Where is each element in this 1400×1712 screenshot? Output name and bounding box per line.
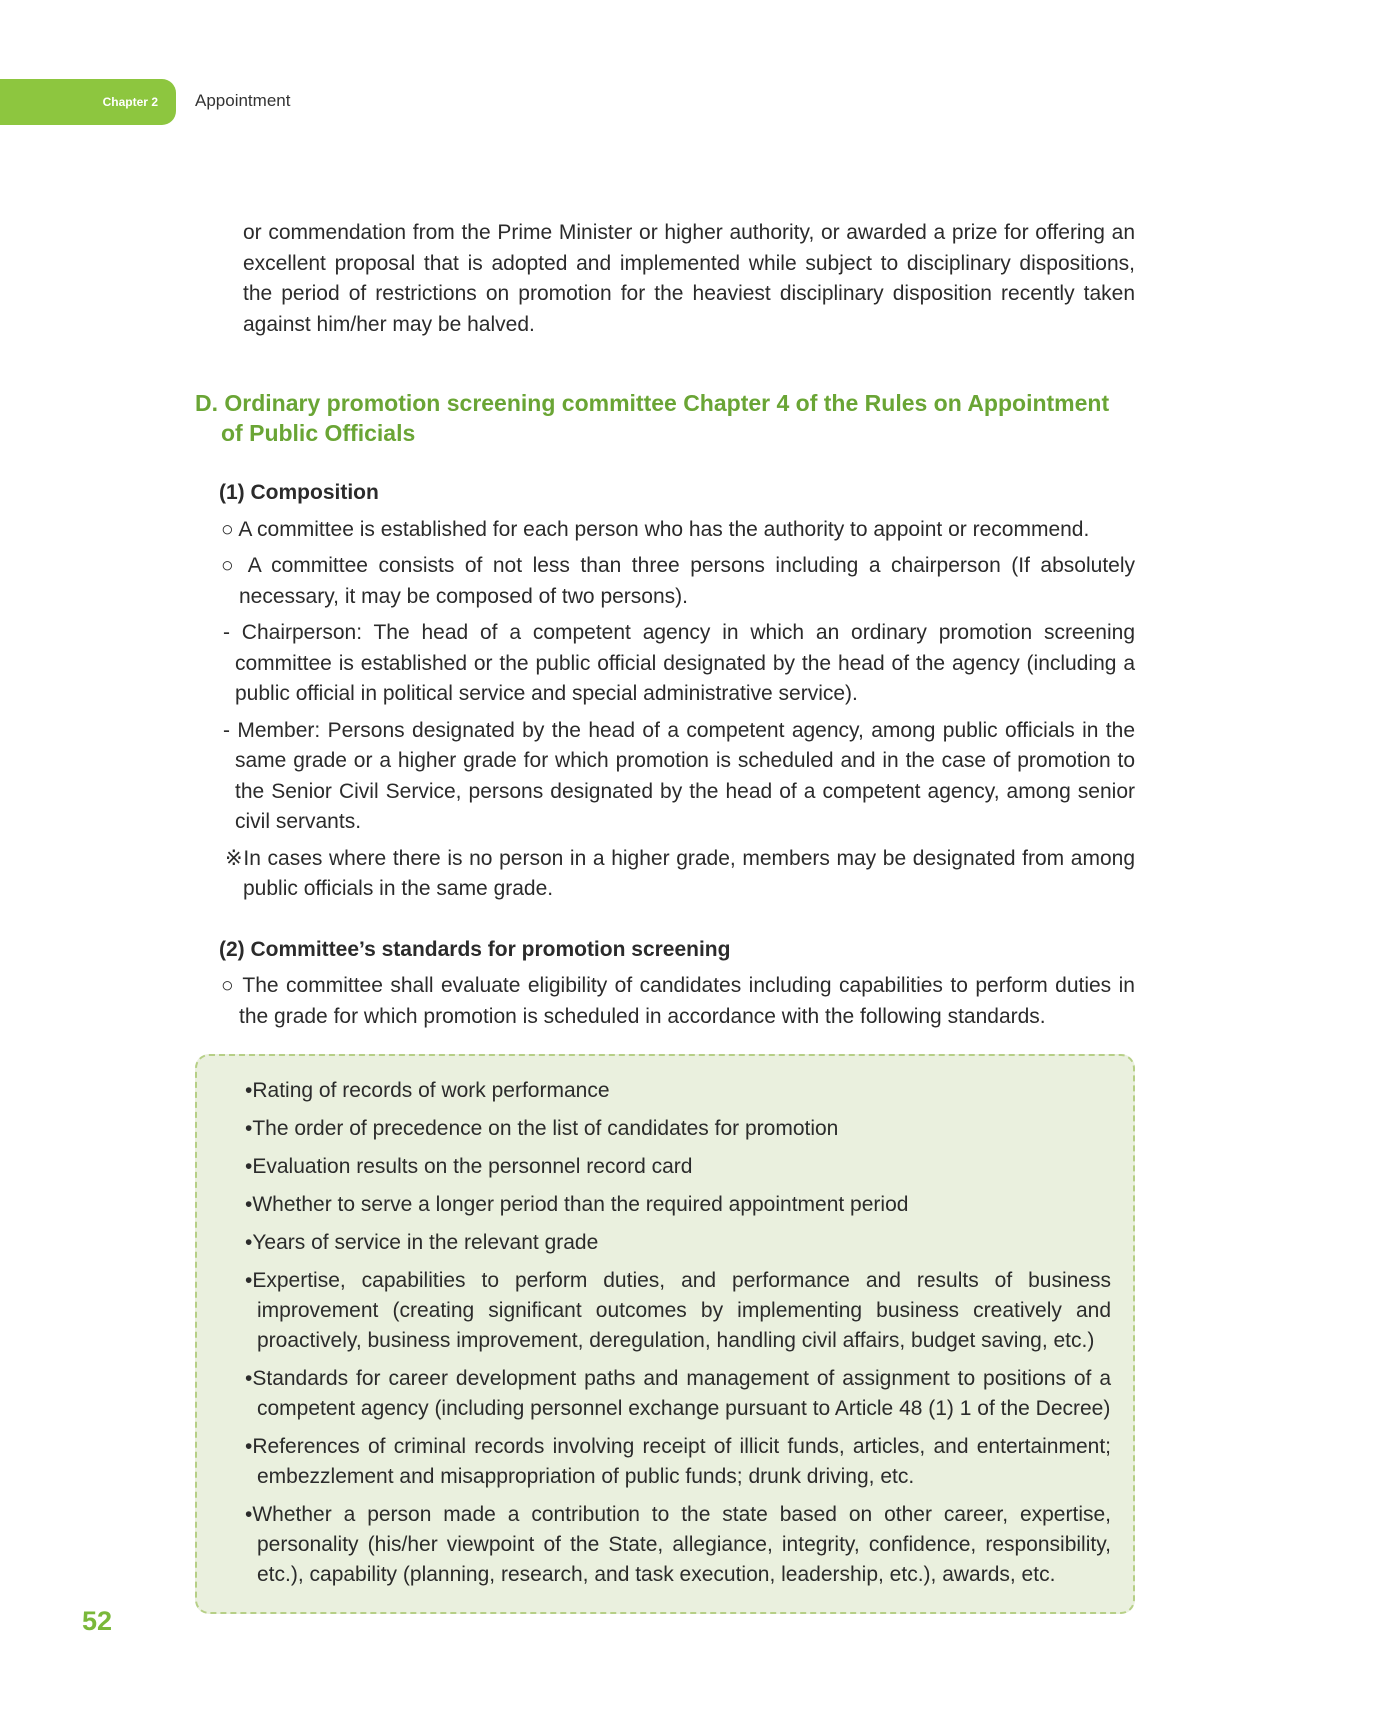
standards-heading: (2) Committee’s standards for promotion screening — [219, 937, 731, 961]
chairperson-item: - Chairperson: The head of a competent agency in which an ordinary promotion screening committee is established or the public official designated by the head of the agency (including a public official in political service and special administrative service). — [223, 621, 1135, 705]
composition-bullet-1: ○ A committee is established for each person who has the authority to appoint or recommend. — [221, 517, 1090, 541]
criteria-item: •Whether a person made a contribution to the state based on other career, expertise, personality (his/her viewpoint of the State, allegiance, integrity, confidence, responsibility, etc.), capability (planning, research, and task execution, leadership, etc.), awards, etc. — [245, 1503, 1111, 1586]
composition-heading: (1) Composition — [219, 481, 379, 504]
criteria-item: •Rating of records of work performance — [245, 1079, 610, 1102]
criteria-list — [245, 1076, 1111, 1590]
section-title: Appointment — [195, 91, 291, 110]
intro-paragraph: or commendation from the Prime Minister or higher authority, or awarded a prize for offering an excellent proposal that is adopted and implemented while subject to disciplinary dispositions, the period of restrictions on promotion for the heaviest disciplinary disposition recently taken against him/her may be halved. — [243, 221, 1135, 336]
page-content — [195, 218, 1135, 1614]
chapter-tab — [0, 79, 176, 125]
criteria-box — [195, 1054, 1135, 1614]
page-number: 52 — [82, 1606, 113, 1636]
criteria-item: •Standards for career development paths and management of assignment to positions of a competent agency (including personnel exchange pursuant to Article 48 (1) 1 of the Decree) — [245, 1367, 1111, 1420]
criteria-item: •Years of service in the relevant grade — [245, 1231, 599, 1254]
member-item: - Member: Persons designated by the head of a competent agency, among public officials in the same grade or a higher grade for which promotion is scheduled and in the case of promotion to the Senior Civil Service, persons designated by the head of a competent agency, among senior civil servants. — [223, 718, 1135, 833]
criteria-item: •References of criminal records involving receipt of illicit funds, articles, and entertainment; embezzlement and misappropriation of public funds; drunk driving, etc. — [245, 1435, 1111, 1488]
section-d-heading: D. Ordinary promotion screening committee Chapter 4 of the Rules on Appointment of Public Officials — [195, 390, 1110, 446]
criteria-item: •Expertise, capabilities to perform duties, and performance and results of business improvement (creating significant outcomes by implementing business creatively and proactively, business improvement, deregulation, handling civil affairs, budget saving, etc.) — [245, 1269, 1111, 1352]
criteria-item: •Evaluation results on the personnel record card — [245, 1155, 693, 1178]
criteria-item: •Whether to serve a longer period than the required appointment period — [245, 1193, 909, 1216]
standards-bullet: ○ The committee shall evaluate eligibility of candidates including capabilities to perform duties in the grade for which promotion is scheduled in accordance with the following standards. — [221, 974, 1135, 1028]
criteria-item: •The order of precedence on the list of candidates for promotion — [245, 1117, 839, 1140]
chapter-label: Chapter 2 — [102, 95, 158, 109]
composition-bullet-2: ○ A committee consists of not less than three persons including a chairperson (If absolutely necessary, it may be composed of two persons). — [221, 554, 1135, 608]
composition-note: ※In cases where there is no person in a higher grade, members may be designated from among public officials in the same grade. — [225, 846, 1135, 900]
